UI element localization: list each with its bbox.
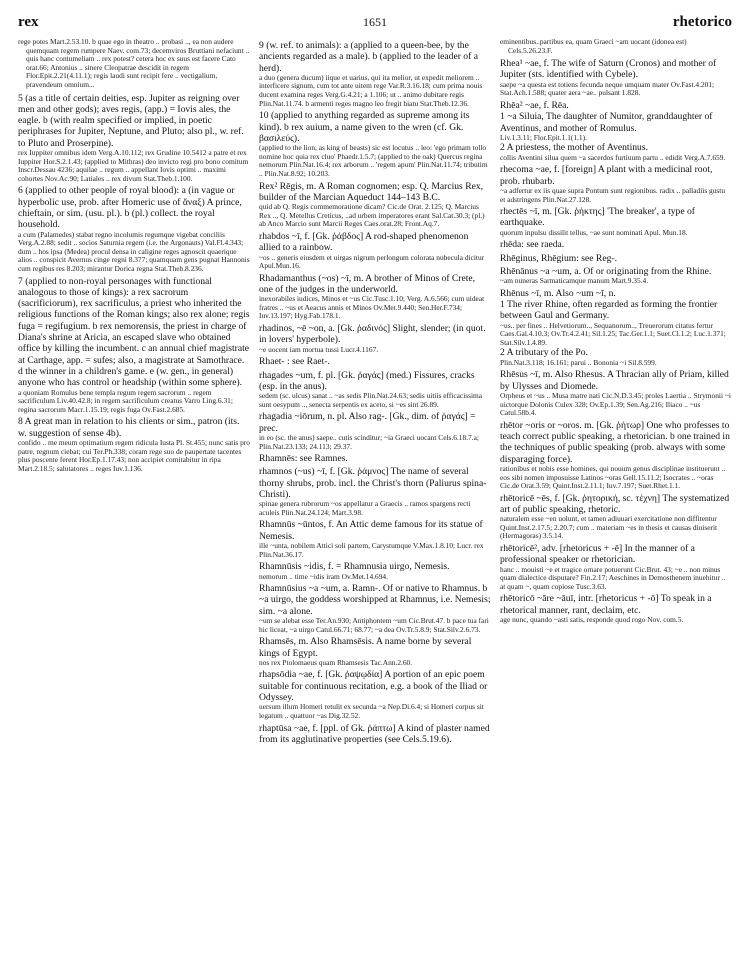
sense-7-citations: a quoniam Romulus bene templa regum regem sacrorum .. regem sacrificulum Liv.40.42.8; in regem sacrificulum creatus Varro Ling.6.31; regina sacrorum Macr.1.15.19; regis fuga Ov.Fast.2.685.	[18, 387, 233, 414]
entry-rhamses-citations: nos rex Ptolomaeus quam Rhamsesis Tac.Ann.2.60.	[259, 657, 413, 667]
sense-8-citations: confido .. me meum optimatium regem ridicula Iusta Pl. St.455; nunc satis pro patre, regnum ciebat; cui Ter.Ph.338; coram rege suo de paupertate tacentes plus poscente ferent Hor.Ep.1.17.43; non accipiet comitabitur in ripa Mart.2.18.5; salutatores .. reges Iuv.1.136.	[18, 437, 250, 473]
sense-5-definition: 5 (as a title of certain deities, esp. Jupiter as reigning over men and other gods); aves regis, (app.) = Iovis ales, the eagle. b (with realm specified or implied, in poetic periphrases for Jupiter, Neptune, and Pluto; also pl., w. ref. to Pluto and Proserpine).	[18, 92, 244, 149]
left-guide-word: rex	[18, 14, 39, 30]
entry-rhetorico	[500, 593, 732, 624]
sense-9	[259, 40, 491, 108]
entry-rhamses	[259, 636, 491, 667]
entry-rhetorice-adv-definition: rhētoricē², adv. [rhetoricus + -ē] In the manner of a professional speaker or rhetorician.	[500, 543, 695, 566]
entry-rhadinos-citations: ~e uocent iam mortua tussi Lucr.4.1167.	[259, 344, 379, 354]
entry-rhenus-definition: Rhēnus ~ī, m. Also ~um ~ī, n.	[500, 287, 616, 299]
entry-rhabdos-definition: rhabdos ~ī, f. [Gk. ῥάβδος] A rod-shaped phenomenon allied to a rainbow.	[259, 230, 469, 254]
sense-10-definition: 10 (applied to anything regarded as supreme among its kind). b rex auium, a name given to the wren (cf. Gk. βασιλεύς).	[259, 110, 470, 144]
entry-rhamnos	[259, 466, 491, 517]
entry-rhea2-sense-2-citations: collis Aventini silua quem ~a sacerdos furtiuum partu .. edidit Verg.A.7.659.	[500, 152, 726, 162]
entry-rhamnos-citations: spinae genera rubrorum ~os appellatur a Graecis .. ramos spargens recti aculeis Plin.Nat.24.124; Mart.3.98.	[259, 499, 471, 517]
entry-rhetorice	[500, 493, 732, 541]
entry-rhagadia	[259, 411, 491, 451]
entry-rhadinos	[259, 323, 491, 354]
entry-rhamnusius-definition: Rhamnūsius ~a ~um, a. Ramn-. Of or native to Rhamnus. b ~a uirgo, the goddess worshipped at Rhamnus, i.e. Nemesis; sim. ~a alone.	[259, 583, 491, 617]
sense-7-definition: 7 (applied to non-royal personages with functional analogous to those of kings): a rex sacrorum (sacrificiorum), rex sacrificulus, a priest who inherited the religious functions of the Roman kings; also rex alone; regis fuga = regifugium. b rex nemorensis, the priest in charge of Diana's shrine at Aricia, an escaped slave who obtained office by killing the incumbent. c an annual chief magistrate at Carthage, app. = sufes; also, a magistrate at Samothrace. d the winner in a children's game. e (w. gen., in general) anyone who has control or headship (within some sphere).	[18, 275, 250, 389]
entry-rhea1	[500, 58, 732, 98]
entry-rhetorice-adv-citations: hanc .. mouisti ~e et tragice ornare potuerunt Cic.Brut. 43; ~e .. non minus quam dialectice disputare? Fin.2.17; Aeschines in Demosthenem inuehitur .. at quam ~, quam copiose Tusc.3.63.	[500, 564, 726, 591]
entry-rhadamanthus	[259, 273, 491, 321]
entry-rhamnus	[259, 519, 491, 559]
entry-rhamses-definition: Rhamsēs, m. Also Rhamsēsis. A name borne by several kings of Egypt.	[259, 636, 472, 659]
entry-rhadamanthus-citations: inexorabiles iudices, Minos et ~us Cic.Tusc.1.10; Verg. A.6.566; cum uideat fratres .. ~us et Aeacus annis et Minos Ov.Met.9.440; Sen.Her.F.734; Iuv.13.197; Hyg.Fab.178.1.	[259, 294, 485, 321]
column-left	[18, 38, 250, 956]
entry-rhamnus-definition: Rhamnūs ~ūntos, f. An Attic deme famous for its statue of Nemesis.	[259, 519, 483, 542]
continued-citations: rege potes Mart.2.53.10. b quae ego in theatro .. probasi .., ea non audere quemquam regem rumpere Naev. com.73; decemviros Bruttiani nefaciunt .. quis hanc contumeliam .. rex potest? cetera hoc ex suus est facere Cato orat.66; Antonius .. sinere Cleopatrae descidit in regem Flor.Epit.2.21(4.11.1); regis laudi sunt recipit fere .. vectigalium, pravendeum omnium...	[18, 38, 250, 89]
entry-rhapsodia-definition: rhapsōdia ~ae, f. [Gk. ῥαψῳδία] A portion of an epic poem suitable for continuous recitation, e.g. a book of the Iliad or Odyssey.	[259, 669, 488, 704]
column-middle	[259, 38, 491, 956]
entry-rhectes	[500, 206, 732, 237]
entry-rhesus-citations: Orpheus et ~us .. Musa matre nati Cic.N.D.3.45; proles Laertia .. Strymonii ~i uictorque Dolonis Culex 328; Ov.Ep.1.39; Sen.Ag.216; Iliaco .. ~us Catul.58b.4.	[500, 390, 731, 418]
entry-rhenus-sense-2: 2 A tributary of the Po.	[500, 347, 588, 359]
entry-rhabdos-citations: ~os .. generis eiusdem et uirgas nigrum perlongum colorata nubecula dicitur Apul.Mun.16.	[259, 252, 485, 271]
entry-rhenanus	[500, 266, 732, 286]
entry-rhecoma	[500, 164, 732, 204]
entry-rhadinos-definition: rhadinos, ~ē ~on, a. [Gk. ῥαδινός] Slight, slender; (in quot. in lovers' hyperbole).	[259, 323, 486, 346]
sense-6-definition: 6 (applied to other people of royal blood): a (in vague or hyperbolic use, prob. after Homeric use of ἄναξ) A prince, chieftain, or sim. (usu. pl.). b (pl.) collect. the royal household.	[18, 185, 242, 231]
entry-rhea1-definition: Rhea¹ ~ae, f. The wife of Saturn (Cronos) and mother of Jupiter (sts. identified with Cybele).	[500, 58, 717, 81]
entry-rhamnusius	[259, 583, 491, 634]
entry-rhaet-definition: Rhaet- : see Raet-.	[259, 356, 330, 368]
sense-10	[259, 110, 491, 178]
entry-rheda	[500, 239, 732, 250]
entry-rhamnusis	[259, 561, 491, 581]
sense-5	[18, 93, 250, 184]
entry-rhenanus-definition: Rhēnānus ~a ~um, a. Of or originating from the Rhine.	[500, 265, 712, 277]
entry-rhecoma-citations: ~a adfertur ex iis quae supra Pontum sunt regionibus. radix .. palladiis gustu et adstringens Plin.Nat.27.128.	[500, 185, 726, 204]
entry-rhamnus-citations: ille ~unta, nobilem Attici soli partem, Carystumque V.Max.1.8.10; Lucr. rex Plin.Nat.36.17.	[259, 541, 484, 559]
entry-rheda-definition: rhēda: see raeda.	[500, 239, 565, 251]
entry-rhaptusa	[259, 723, 491, 746]
entry-rhagades-definition: rhagades ~um, f. pl. [Gk. ῥαγάς] (med.) Fissures, cracks (esp. in the anus).	[259, 369, 475, 392]
entry-rhamnusis-definition: Rhamnūsis ~idis, f. = Rhamnusia uirgo, Nemesis.	[259, 561, 450, 573]
entry-rheginus	[500, 253, 732, 264]
running-header	[18, 14, 732, 32]
entry-rhetor-citations: rationibus et nobis esse homines, qui nouum genus disciplinae instituerunt .. eos sibi nomen imposuisse Latinos ~oras Gell.15.11.2; Isocrates .. ~oras Cic.de Orat.3.59; Quint.Inst.2.11.1; Iuv.7.197; Suet.Rhet.1.1.	[500, 463, 726, 491]
sense-6	[18, 185, 250, 273]
entry-rhapsodia-citations: uersum illum Homeri retulit ex secunda ~a Nep.Di.6.4; si Homeri corpus sit legatum .. quattuor ~as Dig.32.52.	[259, 702, 484, 720]
entry-rhenus	[500, 288, 732, 368]
entry-rhea2-sense-1: 1 ~a Siluia, The daughter of Numitor, granddaughter of Aventinus, and mother of Romulus.	[500, 111, 713, 134]
entry-rhesus	[500, 369, 732, 417]
entry-rhetorico-citations: age nunc, quando ~asti satis, responde quod rogo Nov. com.5.	[500, 615, 684, 625]
entry-rhea2-sense-1-citations: Liv.1.3.11; Flor.Epit.1.1(1.1).	[500, 132, 587, 142]
entry-rhagadia-citations: in eo (sc. the anus) saepe.. cutis scinditur; ~ia Graeci uocant Cels.6.18.7.a; Plin.Nat.23.133; 24.113; 29.37.	[259, 432, 479, 451]
entry-rhesus-definition: Rhēsus ~ī, m. Also Rhesus. A Thracian ally of Priam, killed by Ulysses and Diomede.	[500, 369, 729, 392]
entry-rhectes-citations: quorum inpulsu dissilit tellus, ~ae sunt nominati Apul. Mun.18.	[500, 227, 688, 237]
column-right	[500, 38, 732, 956]
entry-rhetorice-citations: naturalem esse ~en uolunt, et tamen adiuuari exercitatione non diffitentur Quint.Inst.2.17.5; 2.20.7; cum .. materiam ~es in thesis et causas diuiserit (Hermagoras) 3.5.14.	[500, 514, 718, 541]
sense-5-citations: rex Iuppiter omnibus idem Verg.A.10.112; rex Grudine 10.5412 a patre et rex Iuppiter Hor.S.2.1.43; (applied to Mithras) deo invicto regi pro bono comitum Inscr.Dessau 4236; aquilae .. regum .. appellant Iovis optimi .. maximi cohortes Nov.Ac.90; Latiales .. rex divum Stat.Theb.1.100.	[18, 148, 249, 183]
entry-rhaet	[259, 356, 491, 367]
sense-8-definition: 8 A great man in relation to his clients or sim., patron (its. w. suggestion of sense 4b).	[18, 416, 240, 439]
entry-rhenanus-citations: ~am nuneras Sarmaticamque manum Mart.9.35.4.	[500, 276, 649, 286]
entry-rhaptusa-definition: rhaptūsa ~ae, f. [ppl. of Gk. ῥάπτω] A kind of plaster named from its agglutinative properties (see Cels.5.19.6).	[259, 722, 490, 745]
entry-rhetorice-definition: rhētoricē ~ēs, f. [Gk. ῥητορική, sc. τέχνη] The systematized art of public speaking, rhetoric.	[500, 492, 730, 515]
sense-8	[18, 416, 250, 473]
entry-rhamnes	[259, 453, 491, 464]
entry-rex2-definition: Rex² Rēgis, m. A Roman cognomen; esp. Q. Marcius Rex, builder of the Marcian Aqueduct 144–143 B.C.	[259, 180, 484, 203]
entry-rex2	[259, 181, 491, 229]
page-number: 1651	[363, 15, 387, 29]
continued-citations-right: eminentibus..partibus ea, quam Graeci ~am uocant (idonea est) Cels.5.26.23.F.	[500, 38, 687, 55]
entry-rhagadia-definition: rhagadia ~iōrum, n. pl. Also rag-. [Gk., dim. of ῥαγάς] = prec.	[259, 411, 476, 434]
entry-rex2-citations: quid ab Q. Regis commemoratione dicam? Cic.de Orat. 2.125; Q. Marcius Rex .., Q. Metellus Creticus, ..ad urbem imperatores erant Sal.Cat.30.3; (pl.) ab Anco Marcio sunt Marcii Reges Caes.orat.28; Front.Aq.7.	[259, 202, 485, 229]
entry-rhapsodia	[259, 669, 491, 720]
sense-9-definition: 9 (w. ref. to animals): a (applied to a queen-bee, by the ancients regarded as a male). b (applied to the leader of a herd).	[259, 40, 478, 74]
entry-rhetorice-adv	[500, 543, 732, 591]
entry-rhagades-citations: sedem (sc. ulcus) sanat .. ~as sedis Plin.Nat.24.63; sedis uitiis efficacissima sunt oesypum .., senecta serpentis ex aceto, si ~es sint 26.89.	[259, 391, 483, 409]
entry-rhea2-definition: Rhēa² ~ae, f. Rēa.	[500, 99, 569, 111]
sense-7	[18, 276, 250, 415]
entry-rhectes-definition: rhectēs ~ī, m. [Gk. ῥήκτης] 'The breaker', a type of earthquake.	[500, 206, 695, 229]
entry-rhenus-sense-1: 1 The river Rhine, often regarded as forming the frontier between Gaul and Germany.	[500, 299, 718, 322]
entry-rhagades	[259, 370, 491, 410]
entry-rheginus-definition: Rhēginus, Rhēgium: see Reg-.	[500, 252, 617, 264]
sense-6-citations: a cum (Palamedes) stabat regno incolumis regumque vigebat conciliis Verg.A.2.88; sedit .. socios Saturnia regem (i.e. the Argonauts) Val.Fl.4.343; dum .. hos ipsa (Medea) procul densa in caligine reges agnoscit quaerique alios .. conspicit Avernus cinge regni 8.377; quamquam gens pugnat Hannonis cum regibus res 8.203; mirantur Dorica regna Stat.Theb.8.236.	[18, 229, 250, 273]
entry-rhamnusius-citations: ~um se alebat esse Ter.An.930; Antiphontem ~um Cic.Brut.47. b pace tua fari hic liceat, ~a uirgo Catul.66.71; 68.77; ~a dea Ov.Tr.5.8.9; Stat.Silv.2.6.73.	[259, 616, 489, 634]
entry-rhea2-sense-2: 2 A priestess, the mother of Aventinus.	[500, 142, 648, 154]
entry-rhadamanthus-definition: Rhadamanthus (~os) ~ī, m. A brother of Minos of Crete, one of the judges in the underworld.	[259, 272, 476, 295]
columns	[18, 38, 732, 956]
right-guide-word: rhetorico	[672, 14, 732, 30]
entry-rhenus-sense-2-citations: Plin.Nat.3.118; 16.161; parui .. Bononia ~i Sil.8.599.	[500, 357, 657, 367]
entry-rhecoma-definition: rhecoma ~ae, f. [foreign] A plant with a medicinal root, prob. rhubarb.	[500, 164, 713, 187]
entry-rhetor	[500, 420, 732, 491]
entry-rhea2	[500, 100, 732, 162]
entry-rhea1-citations: saepe ~a questa est totiens fecunda neque umquam mater Ov.Fast.4.201; Stat.Ach.1.588; quater aera ~ae.. pulsant 1.828.	[500, 79, 715, 98]
sense-10-citations: (applied to the lion, as king of beasts) sic est locutus .. leo: 'ego primam tollo nomine hoc quia rex cluo' Phaedr.1.5.7; (applied to the oak) Quercus regina nemorum Plin.Nat.16.4; rex arborum .. 'regem apum' Plin.Nat.11.74; tributim .. Plin.Nat.8.92; 10.203.	[259, 143, 488, 178]
entry-rhenus-sense-1-citations: ~us.. per fines .. Helvetiorum.., Sequanorum.., Treuerorum citatus fertur Caes.Gal.4.10.3; Ov.Tr.4.2.41; Sil.1.25; Tac.Ger.1.1; Suet.Cl.1.2; Luc.1.371; Stat.Silv.1.4.89.	[500, 320, 726, 347]
entry-rhetor-definition: rhētor ~oris or ~oros. m. [Gk. ῥήτωρ] One who professes to teach correct public speaking, a rhetorician. b one trained in the techniques of public speaking (prob. always with some disparaging force).	[500, 419, 730, 465]
entry-rhetorico-definition: rhētoricō ~āre ~āuī, intr. [rhetoricus + -ō] To speak in a rhetorical manner, rant, declaim, etc.	[500, 593, 712, 616]
entry-rhabdos	[259, 231, 491, 271]
entry-rhamnes-definition: Rhamnēs: see Ramnes.	[259, 453, 348, 465]
entry-rhamnusis-citations: nemorum .. time ~idis iram Ov.Met.14.694.	[259, 571, 388, 581]
sense-9-citations: a duo (genera ducum) iique et uarius, qui ita melior, ut expedit meliorem .. interficere signum, cum tot ante uitem rege Var.R.3.16.18; cum prima nouis ducent examina reges Verg.G.4.21; a 1.106; ut .. animo dubitare regis Plin.Nat.11.74. b armenti reges magno leo fregit hiatu Stat.Theb.12.36.	[259, 72, 483, 108]
entry-rhamnos-definition: rhamnos (~us) ~ī, f. [Gk. ῥάμνος] The name of several thorny shrubs, prob. incl. the Christ's thorn (Paliurus spina-Christi).	[259, 466, 487, 500]
